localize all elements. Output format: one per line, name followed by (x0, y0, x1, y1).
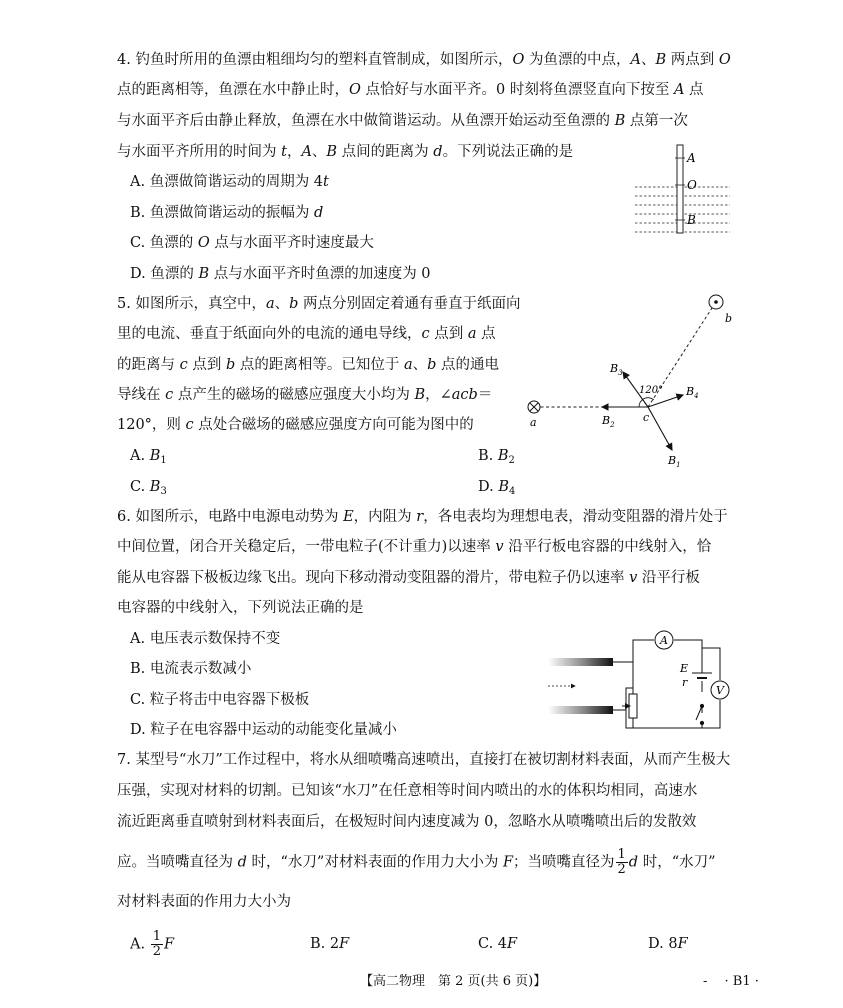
q7-option-b: B. 2F (310, 936, 350, 952)
label-b1: $B_1$ (668, 454, 681, 469)
q4-option-c: C. 鱼漂的 O 点与水面平齐时速度最大 (130, 235, 374, 251)
label-r: r (682, 676, 688, 689)
voltmeter-icon (711, 681, 729, 699)
label-b2: $B_2$ (602, 414, 615, 429)
ammeter-label: A (660, 634, 668, 647)
wire-a-into-page-icon (528, 401, 540, 413)
label-b: B (687, 213, 696, 227)
q7-line-4: 应。当喷嘴直径为 d 时，“水刀”对材料表面的作用力大小为 F；当喷嘴直径为 $\frac{1}{2}$ d 时，“水刀” (117, 847, 716, 877)
fraction-half: $\frac{1}{2}$ (617, 847, 626, 877)
label-a: a (530, 416, 537, 429)
q6-line-1: 6. 如图所示，电路中电源电动势为 E，内阻为 r，各电表均为理想电表，滑动变阻器的滑片处于 (117, 509, 728, 525)
q5-line-1: 5. 如图所示，真空中，a、b 两点分别固定着通有垂直于纸面向 (117, 296, 521, 312)
q4-option-b: B. 鱼漂做简谐运动的振幅为 d (130, 205, 324, 221)
q5-line-3: 的距离与 c 点到 b 点的距离相等。已知位于 a、b 点的通电 (117, 357, 500, 373)
q6-line-2: 中间位置，闭合开关稳定后，一带电粒子(不计重力)以速率 v 沿平行板电容器的中线射入，恰 (117, 539, 712, 555)
q6-option-b: B. 电流表示数减小 (130, 661, 252, 677)
q5-option-d: D. $B_4$ (478, 479, 516, 497)
q4-line-1: 4. 钓鱼时所用的鱼漂由粗细均匀的塑料直管制成，如图所示，O 为鱼漂的中点，A、B 两点到 O (117, 52, 731, 68)
page-id: - · B1 · (703, 974, 759, 989)
page-footer: 【高二物理 第 2 页(共 6 页)】 (360, 974, 547, 989)
vector-b4 (648, 395, 683, 407)
q5-line-5: 120°，则 c 点处合磁场的磁感应强度方向可能为图中的 (117, 417, 474, 433)
q5-line-2: 里的电流、垂直于纸面向外的电流的通电导线，c 点到 a 点 (117, 326, 496, 342)
q5-option-a: A. $B_1$ (130, 448, 167, 466)
capacitor-lower-plate (548, 706, 613, 714)
q4-option-d: D. 鱼漂的 B 点与水面平齐时鱼漂的加速度为 0 (130, 266, 431, 282)
q7-option-d: D. 8F (648, 936, 688, 952)
q6-line-3: 能从电容器下极板边缘飞出。现向下移动滑动变阻器的滑片，带电粒子仍以速率 v 沿平行板 (117, 570, 700, 586)
switch-icon (696, 704, 704, 724)
q5-line-4: 导线在 c 点产生的磁场的磁感应强度大小均为 B，∠acb＝ (117, 387, 493, 403)
q7-option-a: A. $\frac{1}{2}$ F (130, 929, 175, 959)
angle-label: 120° (639, 385, 664, 396)
q6-option-d: D. 粒子在电容器中运动的动能变化量减小 (130, 722, 397, 738)
label-a: A (687, 151, 696, 165)
q4-line-4: 与水面平齐所用的时间为 t，A、B 点间的距离为 d。下列说法正确的是 (117, 144, 574, 160)
battery-icon (692, 673, 712, 678)
voltmeter-label: V (716, 684, 724, 697)
q7-line-3: 流近距离垂直喷射到材料表面后，在极短时间内速度减为 0，忽略水从喷嘴喷出后的发散效 (117, 814, 697, 830)
capacitor-upper-plate (548, 658, 613, 666)
label-b3: $B_3$ (610, 362, 623, 377)
q7-option-c: C. 4F (478, 936, 518, 952)
q4-line-3: 与水面平齐后由静止释放，鱼漂在水中做简谐运动。从鱼漂开始运动至鱼漂的 B 点第一次 (117, 113, 688, 129)
ammeter-icon (655, 631, 673, 649)
q4-line-2: 点的距离相等，鱼漂在水中静止时，O 点恰好与水面平齐。0 时刻将鱼漂竖直向下按至 A 点 (117, 82, 704, 98)
q7-line-2: 压强，实现对材料的切割。已知该“水刀”在任意相等时间内喷出的水的体积均相同，高速水 (117, 783, 698, 799)
q7-line-1: 7. 某型号“水刀”工作过程中，将水从细喷嘴高速喷出，直接打在被切割材料表面，从而产生极大 (117, 752, 731, 768)
magnetic-field-figure (520, 290, 750, 475)
label-o: O (687, 178, 697, 192)
label-c: c (643, 411, 650, 424)
wire-b-out-of-page-icon (709, 295, 723, 309)
fishing-float-figure (630, 140, 740, 240)
label-b4: $B_4$ (686, 385, 699, 400)
fraction-half: $\frac{1}{2}$ (152, 929, 161, 959)
q6-line-4: 电容器的中线射入，下列说法正确的是 (117, 600, 364, 616)
vector-b1 (648, 407, 672, 450)
q4-option-a: A. 鱼漂做简谐运动的周期为 4t (130, 174, 329, 190)
q7-line-5: 对材料表面的作用力大小为 (117, 894, 291, 910)
circuit-figure (540, 628, 740, 733)
label-b: b (725, 312, 733, 325)
q5-option-c: C. $B_3$ (130, 479, 167, 497)
rheostat (629, 694, 637, 718)
q6-option-a: A. 电压表示数保持不变 (130, 631, 281, 647)
q5-option-b: B. $B_2$ (478, 448, 515, 466)
label-e: E (680, 662, 689, 675)
q6-option-c: C. 粒子将击中电容器下极板 (130, 692, 310, 708)
